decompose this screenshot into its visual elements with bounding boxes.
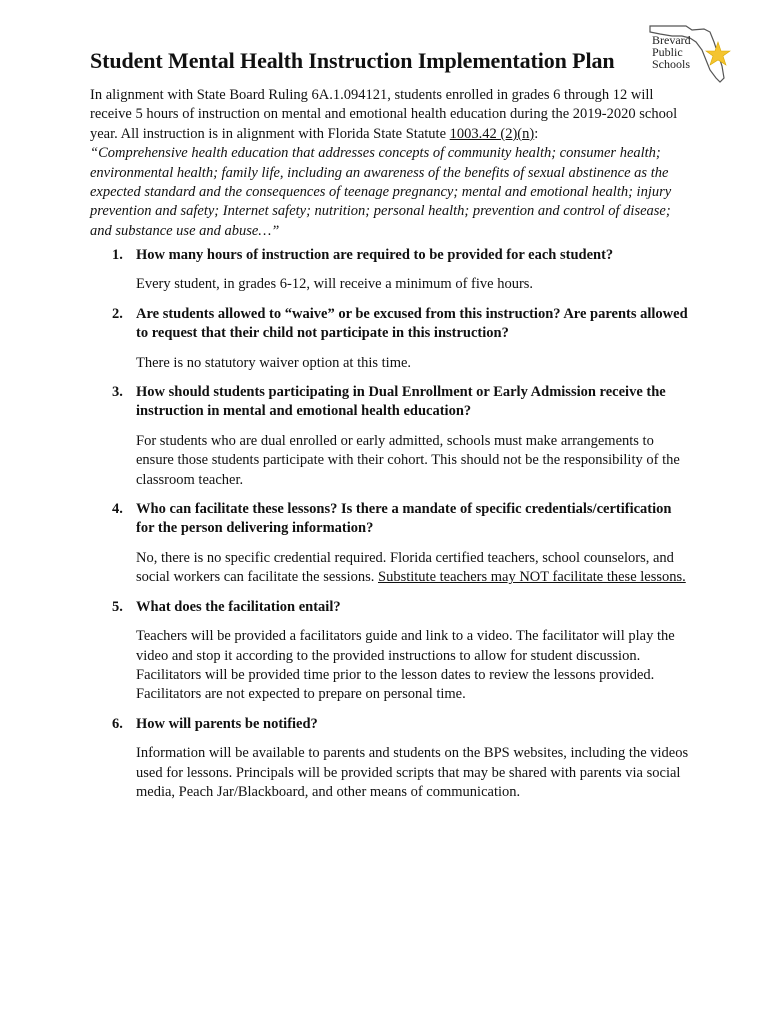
- qa-number: 6.: [112, 715, 123, 732]
- qa-item-1: [90, 246, 690, 295]
- question: What does the facilitation entail?: [136, 598, 341, 615]
- qa-item-2: [90, 305, 690, 373]
- answer-text: For students who are dual enrolled or early admitted, schools must make arrangements to ensure those students participate with their cohort. This should not be the responsibility of the classroom teacher.: [136, 432, 680, 488]
- brevard-public-schools-logo: [646, 20, 734, 86]
- answer: [136, 549, 690, 588]
- statute-link[interactable]: 1003.42 (2)(n): [449, 125, 535, 142]
- qa-list: [90, 246, 690, 812]
- intro-paragraph: [90, 86, 690, 241]
- answer-text: Teachers will be provided a facilitators guide and link to a video. The facilitator will play the video and stop it according to the provided instructions to allow for student discussion. Facilitators will be provided time prior to the lesson dates to review the lessons provided. Facilitators are not expected to prepare on personal time.: [136, 628, 675, 703]
- qa-item-5: [90, 598, 690, 705]
- intro-colon: :: [534, 125, 539, 142]
- question: How will parents be notified?: [136, 715, 318, 732]
- qa-number: 2.: [112, 305, 123, 322]
- logo-line-public: Public: [652, 45, 683, 59]
- answer: [136, 627, 690, 705]
- answer: [136, 354, 690, 373]
- qa-item-4: [90, 500, 690, 588]
- logo-line-schools: Schools: [652, 57, 691, 71]
- intro-text: In alignment with State Board Ruling 6A.1.094121, students enrolled in grades 6 through 12 will receive 5 hours of instruction on mental and emotional health education during the 2019-2020 school year. All instruction is in alignment with Florida State Statute: [90, 87, 678, 142]
- answer-text: Every student, in grades 6-12, will receive a minimum of five hours.: [136, 276, 534, 293]
- qa-item-6: [90, 715, 690, 803]
- substitute-teacher-note: Substitute teachers may NOT facilitate these lessons.: [378, 569, 686, 586]
- logo-text: [652, 34, 691, 70]
- question: Who can facilitate these lessons? Is there a mandate of specific credentials/certification for the person delivering information?: [136, 501, 672, 537]
- answer-text: No, there is no specific credential required. Florida certified teachers, school counselors, and social workers can facilitate the sessions.: [136, 549, 674, 586]
- answer: [136, 275, 690, 294]
- answer: [136, 744, 690, 802]
- page-title: Student Mental Health Instruction Implementation Plan: [90, 48, 615, 73]
- logo-line-brevard: Brevard: [652, 33, 691, 47]
- question: How many hours of instruction are required to be provided for each student?: [136, 247, 614, 263]
- qa-item-3: [90, 383, 690, 490]
- answer-text: Information will be available to parents and students on the BPS websites, including the videos used for lessons. Principals will be provided scripts that may be shared with parents via social media, Peach Jar/Blackboard, and other means of communication.: [136, 745, 689, 800]
- question: How should students participating in Dual Enrollment or Early Admission receive the instruction in mental and emotional health education?: [136, 384, 666, 420]
- answer-text: There is no statutory waiver option at this time.: [136, 354, 412, 371]
- question: Are students allowed to “waive” or be excused from this instruction? Are parents allowed to request that their child not participate in this instruction?: [136, 305, 688, 342]
- answer: [136, 432, 690, 490]
- qa-number: 4.: [112, 501, 123, 518]
- statute-quote: “Comprehensive health education that addresses concepts of community health; consumer health; environmental health; family life, including an awareness of the benefits of sexual abstinence as the expected standard and the consequences of teenage pregnancy; mental and emotional health; injury prevention and safety; Internet safety; nutrition; personal health; prevention and control of disease; and substance use and abuse…”: [90, 145, 672, 239]
- qa-number: 3.: [112, 384, 123, 401]
- qa-number: 5.: [112, 598, 123, 615]
- qa-number: 1.: [112, 247, 123, 263]
